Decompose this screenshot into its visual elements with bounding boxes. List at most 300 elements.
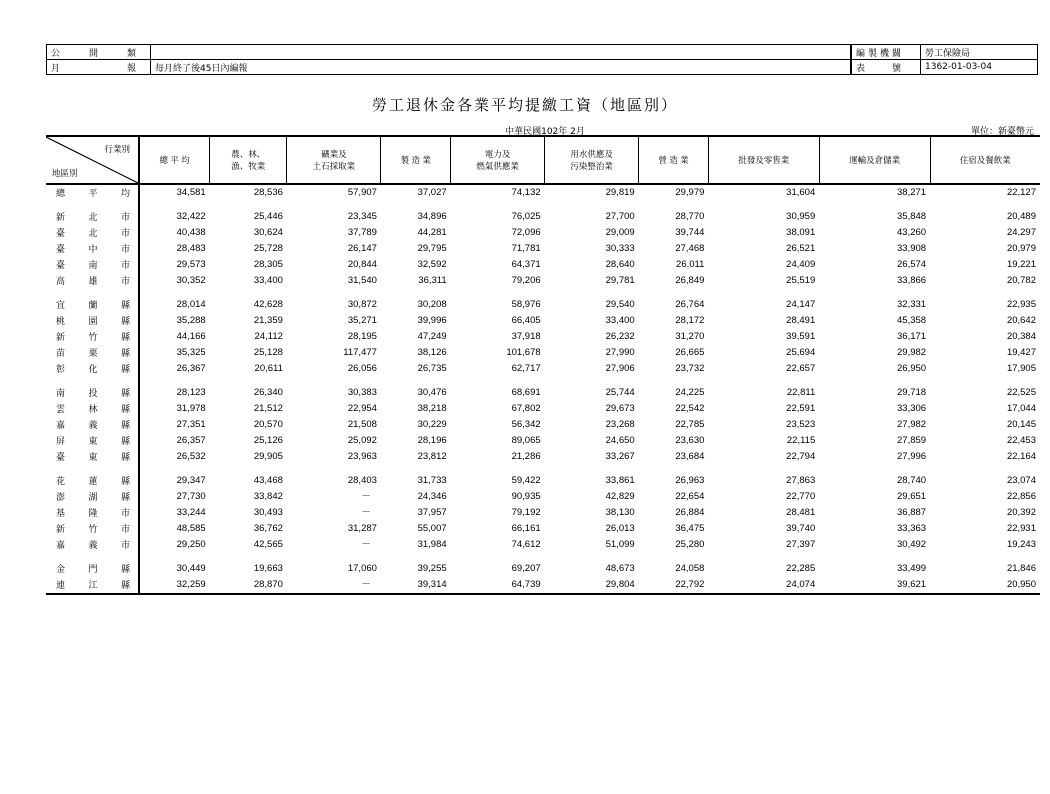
form-label: 表 號 (852, 60, 921, 75)
wage-cell: 19,221 (1006, 259, 1036, 270)
wage-cell: 31,733 (417, 475, 447, 486)
wage-cell: 42,628 (253, 299, 283, 310)
wage-cell: 31,604 (786, 187, 816, 198)
spacer-cell (210, 553, 287, 561)
column-header: 用水供應及 污染整治業 (545, 136, 639, 184)
wage-cell: 22,935 (1006, 299, 1036, 310)
meta-box-right (851, 44, 1038, 75)
wage-cell: 24,297 (1006, 227, 1036, 238)
table-row (46, 385, 1040, 401)
spacer-cell (46, 553, 139, 561)
wage-cell: 74,132 (511, 187, 541, 198)
wage-cell: 76,025 (511, 211, 541, 222)
spacer-cell (210, 465, 287, 473)
wage-cell: 28,491 (786, 315, 816, 326)
wage-cell: 31,540 (347, 275, 377, 286)
form-number: 1362-01-03-04 (921, 60, 1038, 75)
wage-cell: 33,267 (605, 451, 635, 462)
spacer-row (46, 465, 1040, 473)
wage-cell: 25,519 (786, 275, 816, 286)
wage-cell: 56,342 (511, 419, 541, 430)
wage-cell: 32,422 (176, 211, 206, 222)
wage-cell: 22,654 (675, 491, 705, 502)
wage-cell: 26,764 (675, 299, 705, 310)
wage-cell: 29,905 (253, 451, 283, 462)
wage-cell: 47,249 (417, 331, 447, 342)
wage-cell: 33,363 (897, 523, 927, 534)
wage-cell: 20,489 (1006, 211, 1036, 222)
wage-cell: 22,591 (786, 403, 816, 414)
region-name: 金門縣 (46, 561, 139, 577)
table-row (46, 577, 1040, 594)
column-header: 批發及零售業 (708, 136, 819, 184)
wage-cell: 31,978 (176, 403, 206, 414)
wage-cell: 20,782 (1006, 275, 1036, 286)
wage-cell: 22,525 (1006, 387, 1036, 398)
wage-cell: － (361, 507, 371, 518)
wage-cell: 33,499 (897, 563, 927, 574)
wage-cell: 28,196 (417, 435, 447, 446)
wage-cell: 24,058 (675, 563, 705, 574)
wage-cell: 28,770 (675, 211, 705, 222)
wage-cell: 39,591 (786, 331, 816, 342)
spacer-cell (819, 201, 930, 209)
table-body (46, 184, 1040, 594)
region-name: 新竹市 (46, 521, 139, 537)
wage-cell: 28,481 (786, 507, 816, 518)
wage-cell: 39,621 (819, 577, 930, 594)
spacer-cell (819, 465, 930, 473)
wage-cell: 42,565 (253, 539, 283, 550)
spacer-cell (46, 201, 139, 209)
region-name: 基隆市 (46, 505, 139, 521)
spacer-cell (139, 377, 210, 385)
wage-cell: 27,700 (605, 211, 635, 222)
spacer-cell (819, 289, 930, 297)
region-name: 嘉義縣 (46, 417, 139, 433)
wage-cell: 39,740 (786, 523, 816, 534)
wage-cell: 28,403 (347, 475, 377, 486)
column-header: 電力及 燃氣供應業 (451, 136, 545, 184)
region-name: 桃園縣 (46, 313, 139, 329)
spacer-cell (708, 201, 819, 209)
wage-cell: 20,642 (1006, 315, 1036, 326)
wage-cell: 55,007 (417, 523, 447, 534)
spacer-cell (639, 553, 709, 561)
wage-cell: 17,060 (347, 563, 377, 574)
spacer-cell (210, 377, 287, 385)
spacer-cell (930, 553, 1040, 561)
spacer-cell (930, 465, 1040, 473)
wage-cell: 24,409 (786, 259, 816, 270)
wage-cell: 51,099 (605, 539, 635, 550)
wage-cell: 22,931 (1006, 523, 1036, 534)
spacer-row (46, 553, 1040, 561)
wage-cell: 27,982 (897, 419, 927, 430)
wage-cell: 33,306 (897, 403, 927, 414)
wage-cell: 30,959 (786, 211, 816, 222)
wage-cell: 39,744 (675, 227, 705, 238)
region-name: 臺南市 (46, 257, 139, 273)
wage-cell: 29,819 (605, 187, 635, 198)
wage-cell: 22,954 (347, 403, 377, 414)
spacer-cell (545, 289, 639, 297)
public-label: 公 開 類 (47, 45, 151, 60)
wage-cell: 25,694 (786, 347, 816, 358)
wage-cell: 29,795 (417, 243, 447, 254)
wage-cell: 29,651 (897, 491, 927, 502)
wage-cell: 24,650 (605, 435, 635, 446)
table-row (46, 417, 1040, 433)
compile-note: 每月終了後45日內編報 (151, 60, 851, 75)
spacer-cell (139, 553, 210, 561)
wage-cell: 22,164 (1006, 451, 1036, 462)
wage-cell: 68,691 (511, 387, 541, 398)
wage-cell: 57,907 (347, 187, 377, 198)
wage-cell: 38,218 (417, 403, 447, 414)
wage-cell: 89,065 (511, 435, 541, 446)
wage-cell: 44,166 (176, 331, 206, 342)
table-row (46, 257, 1040, 273)
wage-cell: 36,311 (418, 275, 447, 286)
region-name: 南投縣 (46, 385, 139, 401)
column-header: 總 平 均 (139, 136, 210, 184)
column-header: 運輸及倉儲業 (819, 136, 930, 184)
wage-cell: 32,592 (417, 259, 447, 270)
wage-cell: 21,512 (253, 403, 283, 414)
wage-cell: 64,739 (451, 577, 545, 594)
spacer-cell (639, 289, 709, 297)
wage-cell: 28,305 (253, 259, 283, 270)
wage-cell: 22,657 (786, 363, 816, 374)
region-name: 花蓮縣 (46, 473, 139, 489)
wage-cell: 25,280 (675, 539, 705, 550)
wage-cell: 26,367 (176, 363, 206, 374)
table-row (46, 537, 1040, 553)
wage-cell: 29,540 (605, 299, 635, 310)
region-name: 臺北市 (46, 225, 139, 241)
region-name: 連江縣 (46, 577, 139, 594)
region-name: 總平均 (46, 184, 139, 201)
wage-cell: 26,521 (786, 243, 816, 254)
wage-cell: 21,359 (253, 315, 283, 326)
wage-cell: 22,792 (639, 577, 709, 594)
wage-cell: 58,976 (511, 299, 541, 310)
table-row (46, 521, 1040, 537)
wage-cell: 69,207 (511, 563, 541, 574)
table-row (46, 329, 1040, 345)
wage-cell: 23,732 (675, 363, 705, 374)
wage-cell: 23,963 (347, 451, 377, 462)
wage-cell: 27,730 (176, 491, 206, 502)
wage-cell: 19,427 (1006, 347, 1036, 358)
spacer-cell (381, 553, 451, 561)
wage-cell: 23,074 (1006, 475, 1036, 486)
region-name: 高雄市 (46, 273, 139, 289)
wage-cell: 27,859 (897, 435, 927, 446)
spacer-cell (287, 289, 381, 297)
wage-cell: 33,866 (897, 275, 927, 286)
wage-cell: 29,982 (897, 347, 927, 358)
wage-cell: 79,206 (511, 275, 541, 286)
wage-cell: 21,508 (347, 419, 377, 430)
spacer-cell (46, 289, 139, 297)
spacer-cell (930, 289, 1040, 297)
wage-cell: 37,027 (417, 187, 447, 198)
wage-cell: 36,887 (897, 507, 927, 518)
wage-cell: 25,744 (605, 387, 635, 398)
spacer-cell (287, 377, 381, 385)
wage-cell: 74,612 (511, 539, 541, 550)
wage-cell: 39,996 (417, 315, 447, 326)
wage-cell: － (361, 539, 371, 550)
region-name: 澎湖縣 (46, 489, 139, 505)
wage-cell: 67,802 (511, 403, 541, 414)
spacer-cell (46, 377, 139, 385)
wage-cell: 17,044 (1006, 403, 1036, 414)
region-name: 宜蘭縣 (46, 297, 139, 313)
wage-cell: 28,640 (605, 259, 635, 270)
wage-cell: 23,630 (675, 435, 705, 446)
wage-cell: 28,483 (176, 243, 206, 254)
industry-axis-label: 行業別 (104, 144, 130, 154)
meta-box-left (46, 44, 851, 75)
wage-cell: 26,532 (176, 451, 206, 462)
spacer-cell (639, 377, 709, 385)
table-row (46, 225, 1040, 241)
wage-cell: 27,468 (675, 243, 705, 254)
wage-cell: － (361, 491, 371, 502)
spacer-cell (451, 201, 545, 209)
wage-cell: 35,271 (347, 315, 377, 326)
region-name: 彰化縣 (46, 361, 139, 377)
spacer-cell (930, 201, 1040, 209)
unit-label: 單位：新臺幣元 (970, 127, 1034, 137)
wage-cell: 26,232 (605, 331, 635, 342)
wage-cell: 27,990 (605, 347, 635, 358)
table-header-row (46, 136, 1040, 184)
wage-cell: 20,145 (1006, 419, 1036, 430)
wage-cell: 22,285 (786, 563, 816, 574)
wage-cell: 117,477 (343, 347, 377, 358)
wage-cell: 25,092 (347, 435, 377, 446)
wage-cell: 30,492 (897, 539, 927, 550)
wage-cell: 26,735 (417, 363, 447, 374)
spacer-cell (451, 465, 545, 473)
column-header: 住宿及餐飲業 (930, 136, 1040, 184)
wage-cell: 36,475 (675, 523, 705, 534)
corner-header (46, 136, 139, 184)
spacer-cell (381, 465, 451, 473)
spacer-row (46, 377, 1040, 385)
wage-cell: 28,123 (176, 387, 206, 398)
region-name: 新北市 (46, 209, 139, 225)
wage-cell: 29,804 (545, 577, 639, 594)
wage-cell: 21,286 (511, 451, 541, 462)
wage-cell: 29,009 (605, 227, 635, 238)
wage-cell: 23,268 (605, 419, 635, 430)
wage-cell: 29,573 (176, 259, 206, 270)
wage-cell: 39,314 (381, 577, 451, 594)
wage-cell: 26,574 (897, 259, 927, 270)
table-row (46, 505, 1040, 521)
wage-cell: 28,195 (347, 331, 377, 342)
wage-cell: 35,325 (176, 347, 206, 358)
spacer-cell (287, 465, 381, 473)
wage-cell: 27,863 (786, 475, 816, 486)
spacer-row (46, 289, 1040, 297)
wage-cell: 64,371 (511, 259, 541, 270)
wage-cell: 30,872 (347, 299, 377, 310)
wage-cell: 22,794 (786, 451, 816, 462)
wage-cell: 29,347 (176, 475, 206, 486)
spacer-cell (708, 377, 819, 385)
table-row (46, 209, 1040, 225)
spacer-cell (819, 377, 930, 385)
table-row (46, 433, 1040, 449)
wage-table (46, 135, 1040, 595)
wage-cell: 30,229 (417, 419, 447, 430)
wage-cell: 26,147 (347, 243, 377, 254)
wage-cell: 31,287 (347, 523, 377, 534)
wage-cell: 20,570 (253, 419, 283, 430)
wage-cell: 28,536 (253, 187, 283, 198)
page-title: 勞工退休金各業平均提繳工資（地區別） (371, 96, 678, 114)
wage-cell: 24,112 (254, 331, 283, 342)
wage-cell: 32,331 (897, 299, 927, 310)
wage-cell: 26,340 (253, 387, 283, 398)
wage-cell: 34,581 (176, 187, 206, 198)
wage-cell: 31,984 (417, 539, 447, 550)
wage-cell: 36,171 (897, 331, 927, 342)
wage-cell: 29,979 (675, 187, 705, 198)
wage-cell: 79,192 (511, 507, 541, 518)
wage-cell: 20,844 (347, 259, 377, 270)
wage-cell: 29,718 (897, 387, 927, 398)
wage-cell: 36,762 (253, 523, 283, 534)
table-row (46, 241, 1040, 257)
wage-cell: 27,906 (605, 363, 635, 374)
wage-cell: 44,281 (417, 227, 447, 238)
wage-cell: 30,352 (176, 275, 206, 286)
wage-cell: 20,950 (930, 577, 1040, 594)
wage-cell: 38,130 (605, 507, 635, 518)
wage-cell: 33,400 (253, 275, 283, 286)
wage-cell: 20,384 (1006, 331, 1036, 342)
wage-cell: 32,259 (139, 577, 210, 594)
wage-cell: 22,115 (786, 435, 816, 446)
wage-cell: 33,908 (897, 243, 927, 254)
wage-cell: 20,979 (1006, 243, 1036, 254)
wage-cell: 33,244 (176, 507, 206, 518)
agency-label: 編製機關 (852, 45, 921, 60)
wage-cell: 37,789 (347, 227, 377, 238)
wage-cell: 37,957 (417, 507, 447, 518)
region-name: 苗栗縣 (46, 345, 139, 361)
wage-cell: 26,963 (675, 475, 705, 486)
wage-cell: 25,128 (253, 347, 283, 358)
spacer-cell (381, 201, 451, 209)
wage-cell: 48,585 (176, 523, 206, 534)
spacer-cell (639, 201, 709, 209)
wage-cell: 30,493 (253, 507, 283, 518)
spacer-cell (46, 465, 139, 473)
wage-cell: 30,624 (253, 227, 283, 238)
wage-cell: 30,333 (605, 243, 635, 254)
column-header: 營 造 業 (639, 136, 709, 184)
spacer-cell (819, 553, 930, 561)
monthly-label: 月 報 (47, 60, 151, 75)
wage-cell: 22,453 (1006, 435, 1036, 446)
wage-cell: 24,225 (675, 387, 705, 398)
spacer-cell (451, 377, 545, 385)
wage-cell: 19,243 (1006, 539, 1036, 550)
wage-cell: 29,250 (176, 539, 206, 550)
wage-cell: 29,673 (605, 403, 635, 414)
spacer-cell (545, 553, 639, 561)
spacer-cell (210, 201, 287, 209)
wage-cell: 35,848 (897, 211, 927, 222)
spacer-cell (451, 289, 545, 297)
wage-cell: 42,829 (605, 491, 635, 502)
wage-cell: 24,147 (786, 299, 816, 310)
wage-cell: 25,728 (253, 243, 283, 254)
wage-cell: 43,260 (897, 227, 927, 238)
table-row (46, 273, 1040, 289)
wage-cell: 33,861 (605, 475, 635, 486)
agency-value: 勞工保險局 (921, 45, 1038, 60)
wage-cell: 22,542 (675, 403, 705, 414)
spacer-cell (708, 553, 819, 561)
wage-cell: 20,392 (1006, 507, 1036, 518)
table-row (46, 361, 1040, 377)
wage-cell: 22,811 (786, 387, 816, 398)
wage-cell: 26,013 (605, 523, 635, 534)
wage-cell: 38,126 (417, 347, 447, 358)
wage-cell: 28,870 (210, 577, 287, 594)
wage-cell: 23,523 (786, 419, 816, 430)
table-row (46, 449, 1040, 465)
wage-cell: 22,770 (786, 491, 816, 502)
wage-cell: 35,288 (176, 315, 206, 326)
wage-cell: 101,678 (506, 347, 541, 358)
spacer-row (46, 201, 1040, 209)
wage-cell: 28,014 (176, 299, 206, 310)
wage-cell: 31,270 (675, 331, 705, 342)
table-row (46, 401, 1040, 417)
spacer-cell (545, 377, 639, 385)
wage-cell: 66,405 (511, 315, 541, 326)
table-row (46, 297, 1040, 313)
spacer-cell (287, 201, 381, 209)
wage-cell: 26,056 (347, 363, 377, 374)
spacer-cell (139, 289, 210, 297)
spacer-cell (545, 201, 639, 209)
spacer-cell (930, 377, 1040, 385)
table-row (46, 489, 1040, 505)
wage-cell: 66,161 (511, 523, 541, 534)
wage-cell: 48,673 (605, 563, 635, 574)
region-name: 嘉義市 (46, 537, 139, 553)
wage-cell: 37,918 (511, 331, 541, 342)
wage-cell: 27,996 (897, 451, 927, 462)
wage-cell: 20,611 (254, 363, 283, 374)
wage-cell: 38,271 (897, 187, 927, 198)
spacer-cell (708, 289, 819, 297)
wage-cell: 26,950 (897, 363, 927, 374)
wage-cell: 30,449 (176, 563, 206, 574)
wage-cell: 23,345 (347, 211, 377, 222)
